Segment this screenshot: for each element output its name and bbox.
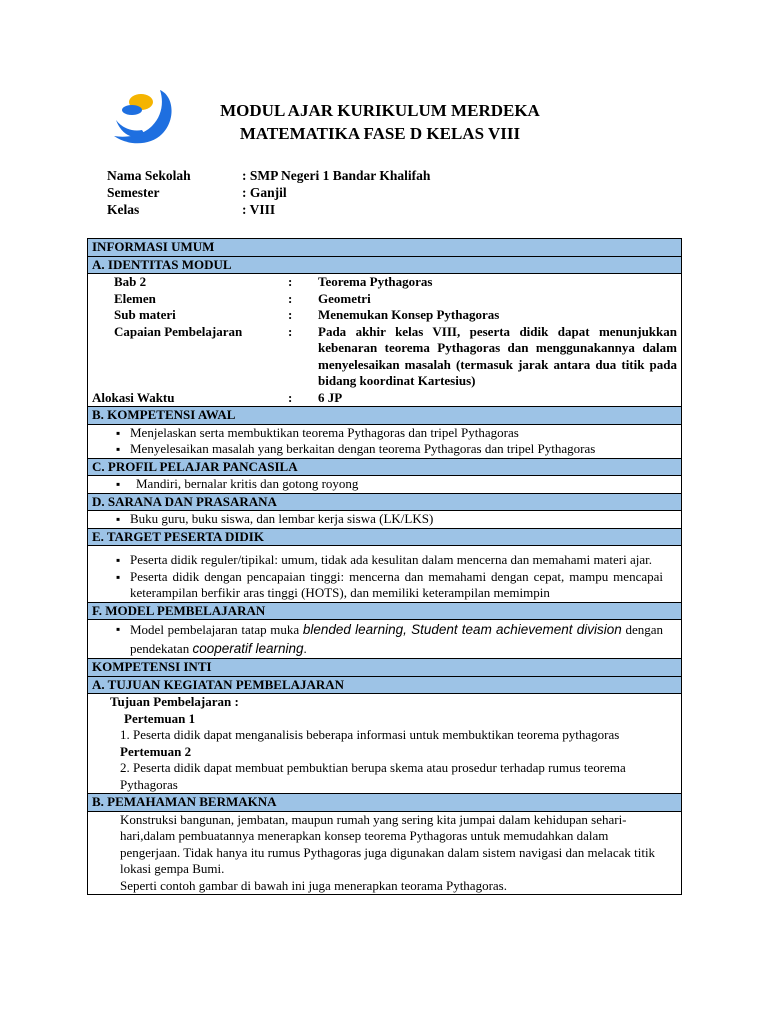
pertemuan-1-item: 1. Peserta didik dapat menganalisis beberapa informasi untuk membuktikan teorema pythagoras	[120, 727, 620, 742]
list-item: ▪ Peserta didik reguler/tipikal: umum, tidak ada kesulitan dalam mencerna dan memahami materi ajar.	[130, 552, 663, 569]
list-item: ▪ Menjelaskan serta membuktikan teorema Pythagoras dan tripel Pythagoras	[130, 425, 677, 442]
separator: :	[288, 307, 293, 322]
identitas-value: Teorema Pythagoras	[318, 274, 433, 289]
identitas-value: 6 JP	[318, 389, 343, 405]
section-header: E. TARGET PESERTA DIDIK	[88, 528, 682, 546]
profil-list	[92, 476, 677, 493]
info-label: Nama Sekolah	[107, 168, 191, 183]
section-header: A. TUJUAN KEGIATAN PEMBELAJARAN	[88, 676, 682, 694]
info-value: : Ganjil	[242, 185, 287, 200]
list-item: ▪ Peserta didik dengan pencapaian tinggi: mencerna dan memahami dengan cepat, mampu mencapai keterampilan berfikir aras tinggi (HOTS), dan memiliki keterampilan memimpin	[130, 569, 663, 602]
section-header: B. KOMPETENSI AWAL	[88, 407, 682, 425]
separator: :	[288, 274, 293, 289]
section-header: INFORMASI UMUM	[88, 239, 682, 257]
document-title-line1: MODUL AJAR KURIKULUM MERDEKA	[220, 101, 540, 120]
model-list	[92, 620, 663, 658]
model-text: dengan pendekatan	[130, 622, 663, 656]
school-info	[107, 167, 430, 218]
separator: :	[288, 290, 293, 306]
model-text-italic: blended learning, Student team achievement division	[302, 622, 622, 637]
list-item: ▪ Buku guru, buku siswa, dan lembar kerja siswa (LK/LKS)	[130, 511, 677, 528]
identitas-label: Capaian Pembelajaran	[114, 323, 243, 339]
info-label: Kelas	[107, 202, 140, 217]
target-list	[92, 552, 663, 602]
tujuan-title: Tujuan Pembelajaran :	[110, 694, 239, 709]
section-header: A. IDENTITAS MODUL	[88, 256, 682, 274]
info-value: : SMP Negeri 1 Bandar Khalifah	[242, 168, 431, 183]
kompetensi-awal-list	[92, 425, 677, 458]
section-header: KOMPETENSI INTI	[88, 659, 682, 677]
sarana-list	[92, 511, 677, 528]
pertemuan-2-item: 2. Peserta didik dapat membuat pembuktian berupa skema atau prosedur terhadap rumus teorema Pythagoras	[120, 760, 626, 792]
list-item: ▪ Menyelesaikan masalah yang berkaitan dengan teorema Pythagoras dan tripel Pythagoras	[130, 441, 677, 458]
identitas-value: Menemukan Konsep Pythagoras	[318, 307, 500, 322]
info-value: : VIII	[242, 202, 276, 217]
identitas-label: Sub materi	[114, 307, 176, 322]
identitas-label: Alokasi Waktu	[92, 389, 175, 405]
list-item	[130, 620, 663, 658]
section-header: D. SARANA DAN PRASARANA	[88, 493, 682, 511]
pertemuan-1: Pertemuan 1	[124, 710, 196, 726]
section-header: C. PROFIL PELAJAR PANCASILA	[88, 458, 682, 476]
document-title-line2: MATEMATIKA FASE D KELAS VIII	[239, 124, 521, 143]
list-item: ▪ Mandiri, bernalar kritis dan gotong royong	[130, 476, 677, 493]
pemahaman-text-2: Seperti contoh gambar di bawah ini juga menerapkan teorama Pythagoras.	[120, 877, 507, 893]
identitas-grid	[92, 274, 677, 406]
identitas-value: Geometri	[318, 290, 371, 306]
module-table	[87, 238, 682, 895]
model-text: .	[303, 641, 307, 656]
model-text: Model pembelajaran tatap muka	[130, 622, 303, 637]
pemahaman-text: Konstruksi bangunan, jembatan, maupun rumah yang sering kita jumpai dalam kehidupan sehari-hari,dalam pembuatannya menerapkan konsep teorema Pythagoras untuk memudahkan dalam pengerjaan. Tidak hanya itu rumus Pythagoras juga digunakan dalam sistem navigasi dan melacak titik lokasi gempa Bumi.	[120, 811, 656, 876]
pertemuan-2: Pertemuan 2	[120, 743, 192, 759]
info-label: Semester	[107, 185, 160, 200]
kurikulum-merdeka-logo	[108, 86, 178, 148]
separator: :	[288, 323, 293, 339]
identitas-label: Bab 2	[114, 274, 147, 289]
identitas-value: Pada akhir kelas VIII, peserta didik dapat menunjukkan kebenaran teorema Pythagoras dan menggunakannya dalam menyelesaikan masalah (termasuk jarak antara dua titik pada bidang koordinat Kartesius)	[318, 323, 677, 388]
model-text-italic: cooperatif learning	[192, 641, 304, 656]
separator: :	[288, 389, 293, 405]
identitas-label: Elemen	[114, 290, 156, 306]
section-header: B. PEMAHAMAN BERMAKNA	[88, 794, 682, 812]
section-header: F. MODEL PEMBELAJARAN	[88, 602, 682, 620]
